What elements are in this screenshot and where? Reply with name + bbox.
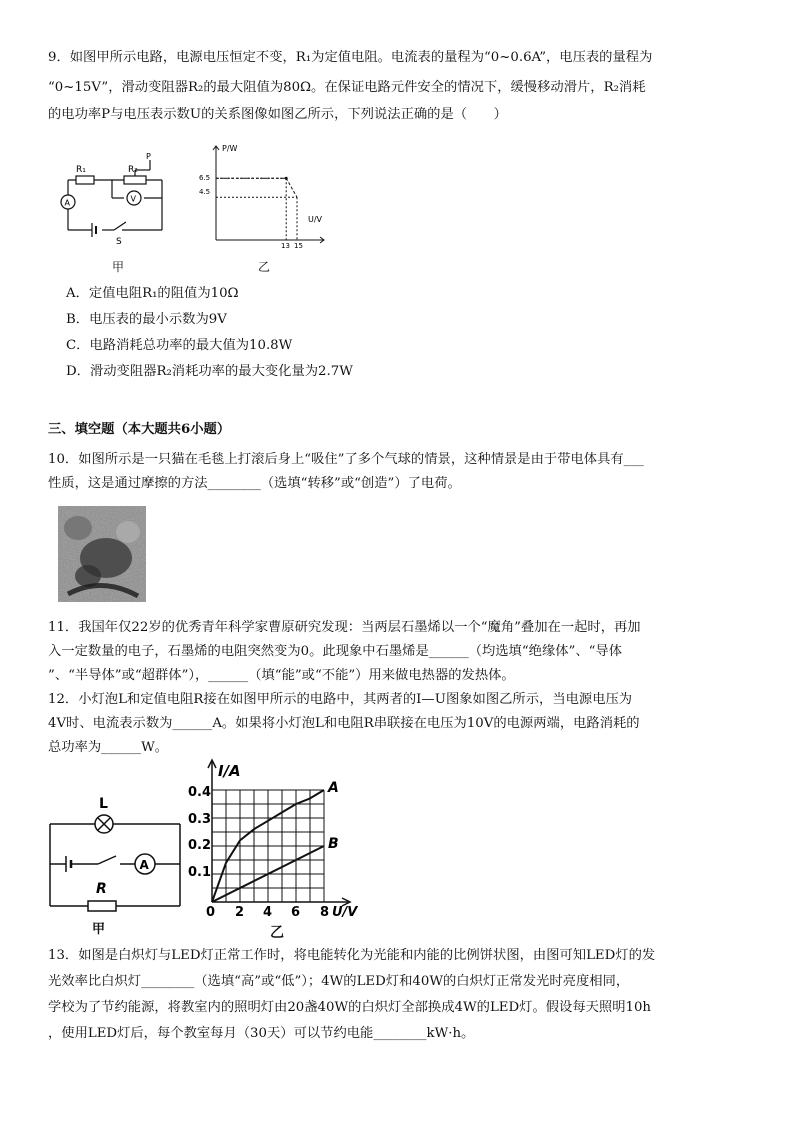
q9-voltmeter-label: V — [130, 194, 136, 204]
q12-y-tick-1: 0.3 — [188, 812, 212, 827]
q12-y-tick-0: 0.4 — [188, 785, 212, 800]
q9-r2-label: R₂ — [128, 165, 138, 175]
q12-curve-b-label: B — [328, 836, 339, 852]
q12-x-tick-3: 6 — [291, 905, 301, 920]
q12-circuit-diagram — [40, 786, 190, 916]
q12-x-axis-label: U/V — [332, 905, 358, 920]
q13-line-4: ，使用LED灯后，每个教室每月（30天）可以节约电能________kW·h。 — [48, 1026, 475, 1041]
q9-x-tick-0: 13 — [281, 242, 290, 250]
q12-ammeter-label: A — [139, 858, 149, 872]
q12-y-axis-label: I/A — [218, 762, 241, 780]
q12-y-tick-3: 0.1 — [188, 865, 212, 880]
q12-x-tick-4: 8 — [320, 905, 330, 920]
q12-y-tick-2: 0.2 — [188, 838, 212, 853]
q9-option-d: D．滑动变阻器R₂消耗功率的最大变化量为2.7W — [66, 364, 353, 379]
q9-option-c: C．电路消耗总功率的最大值为10.8W — [66, 338, 293, 353]
q9-line-2: “0~15V”，滑动变阻器R₂的最大阻值为80Ω。在保证电路元件安全的情况下，缓慢移动滑片，R₂消耗 — [48, 80, 646, 95]
q9-y-tick-0: 6.5 — [199, 174, 211, 182]
q9-option-a: A．定值电阻R₁的阻值为10Ω — [66, 286, 239, 301]
q13-line-3: 学校为了节约能源，将教室内的照明灯由20盏40W的白炽灯全部换成4W的LED灯。假设每天照明10h — [48, 1000, 652, 1015]
q12-curve-a-label: A — [328, 780, 339, 796]
q10-line-1: 10．如图所示是一只猫在毛毯上打滚后身上“吸住”了多个气球的情景，这种情景是由于带电体具有___ — [48, 452, 644, 467]
q9-point — [285, 177, 288, 180]
q9-switch-label: S — [116, 237, 122, 247]
q9-line-1: 9．如图甲所示电路，电源电压恒定不变，R₁为定值电阻。电流表的量程为“0~0.6A”，电压表的量程为 — [48, 50, 653, 65]
q9-power-voltage-graph — [196, 140, 336, 250]
q12-lamp-label: L — [99, 796, 108, 812]
q12-caption-jia: 甲 — [92, 922, 106, 937]
q9-slider-label: P — [146, 152, 151, 161]
section-3-heading: 三、填空题（本大题共6小题） — [48, 422, 231, 437]
q9-line-3: 的电功率P与电压表示数U的关系图像如图乙所示，下列说法正确的是（ ） — [48, 107, 507, 122]
q12-x-tick-0: 0 — [206, 905, 216, 920]
q12-x-tick-1: 2 — [235, 905, 245, 920]
q12-caption-yi: 乙 — [270, 925, 284, 941]
q9-r1-label: R₁ — [76, 165, 86, 175]
q9-y-axis-label: P/W — [222, 144, 238, 153]
q11-line-2: 入一定数量的电子，石墨烯的电阻突然变为0。此现象中石墨烯是______（均选填“绝缘体”、“导体 — [48, 644, 623, 659]
q10-line-2: 性质，这是通过摩擦的方法________（选填“转移”或“创造”）了电荷。 — [48, 476, 461, 491]
q9-option-b: B．电压表的最小示数为9V — [66, 312, 227, 327]
q9-curve — [216, 178, 297, 197]
q9-caption-yi: 乙 — [258, 260, 271, 274]
q11-line-1: 11．我国年仅22岁的优秀青年科学家曹原研究发现：当两层石墨烯以一个“魔角”叠加在一起时，再加 — [48, 620, 641, 635]
q12-current-voltage-graph — [182, 756, 372, 926]
q9-ammeter-label: A — [64, 198, 70, 208]
q9-x-axis-label: U/V — [308, 215, 323, 224]
q9-x-tick-1: 15 — [294, 242, 303, 250]
cat-balloons-photo — [58, 506, 146, 602]
q9-caption-jia: 甲 — [112, 260, 125, 274]
q9-y-tick-1: 4.5 — [199, 188, 211, 196]
q11-line-3: ”、“半导体”或“超群体”），______（填“能”或“不能”）用来做电热器的发热体。 — [48, 668, 515, 683]
q12-resistor-label: R — [96, 881, 107, 897]
q12-line-1: 12．小灯泡L和定值电阻R接在如图甲所示的电路中，其两者的I—U图象如图乙所示，当电源电压为 — [48, 692, 633, 707]
q12-line-2: 4V时、电流表示数为______A。如果将小灯泡L和电阻R串联接在电压为10V的电源两端，电路消耗的 — [48, 716, 640, 731]
q12-x-tick-2: 4 — [263, 905, 273, 920]
q13-line-1: 13．如图是白炽灯与LED灯正常工作时，将电能转化为光能和内能的比例饼状图，由图可知LED灯的发 — [48, 948, 656, 963]
q9-circuit-diagram — [52, 150, 172, 250]
q13-line-2: 光效率比白炽灯________（选填“高”或“低”）；4W的LED灯和40W的白炽灯正常发光时亮度相同， — [48, 974, 630, 989]
q12-line-3: 总功率为______W。 — [48, 740, 169, 755]
